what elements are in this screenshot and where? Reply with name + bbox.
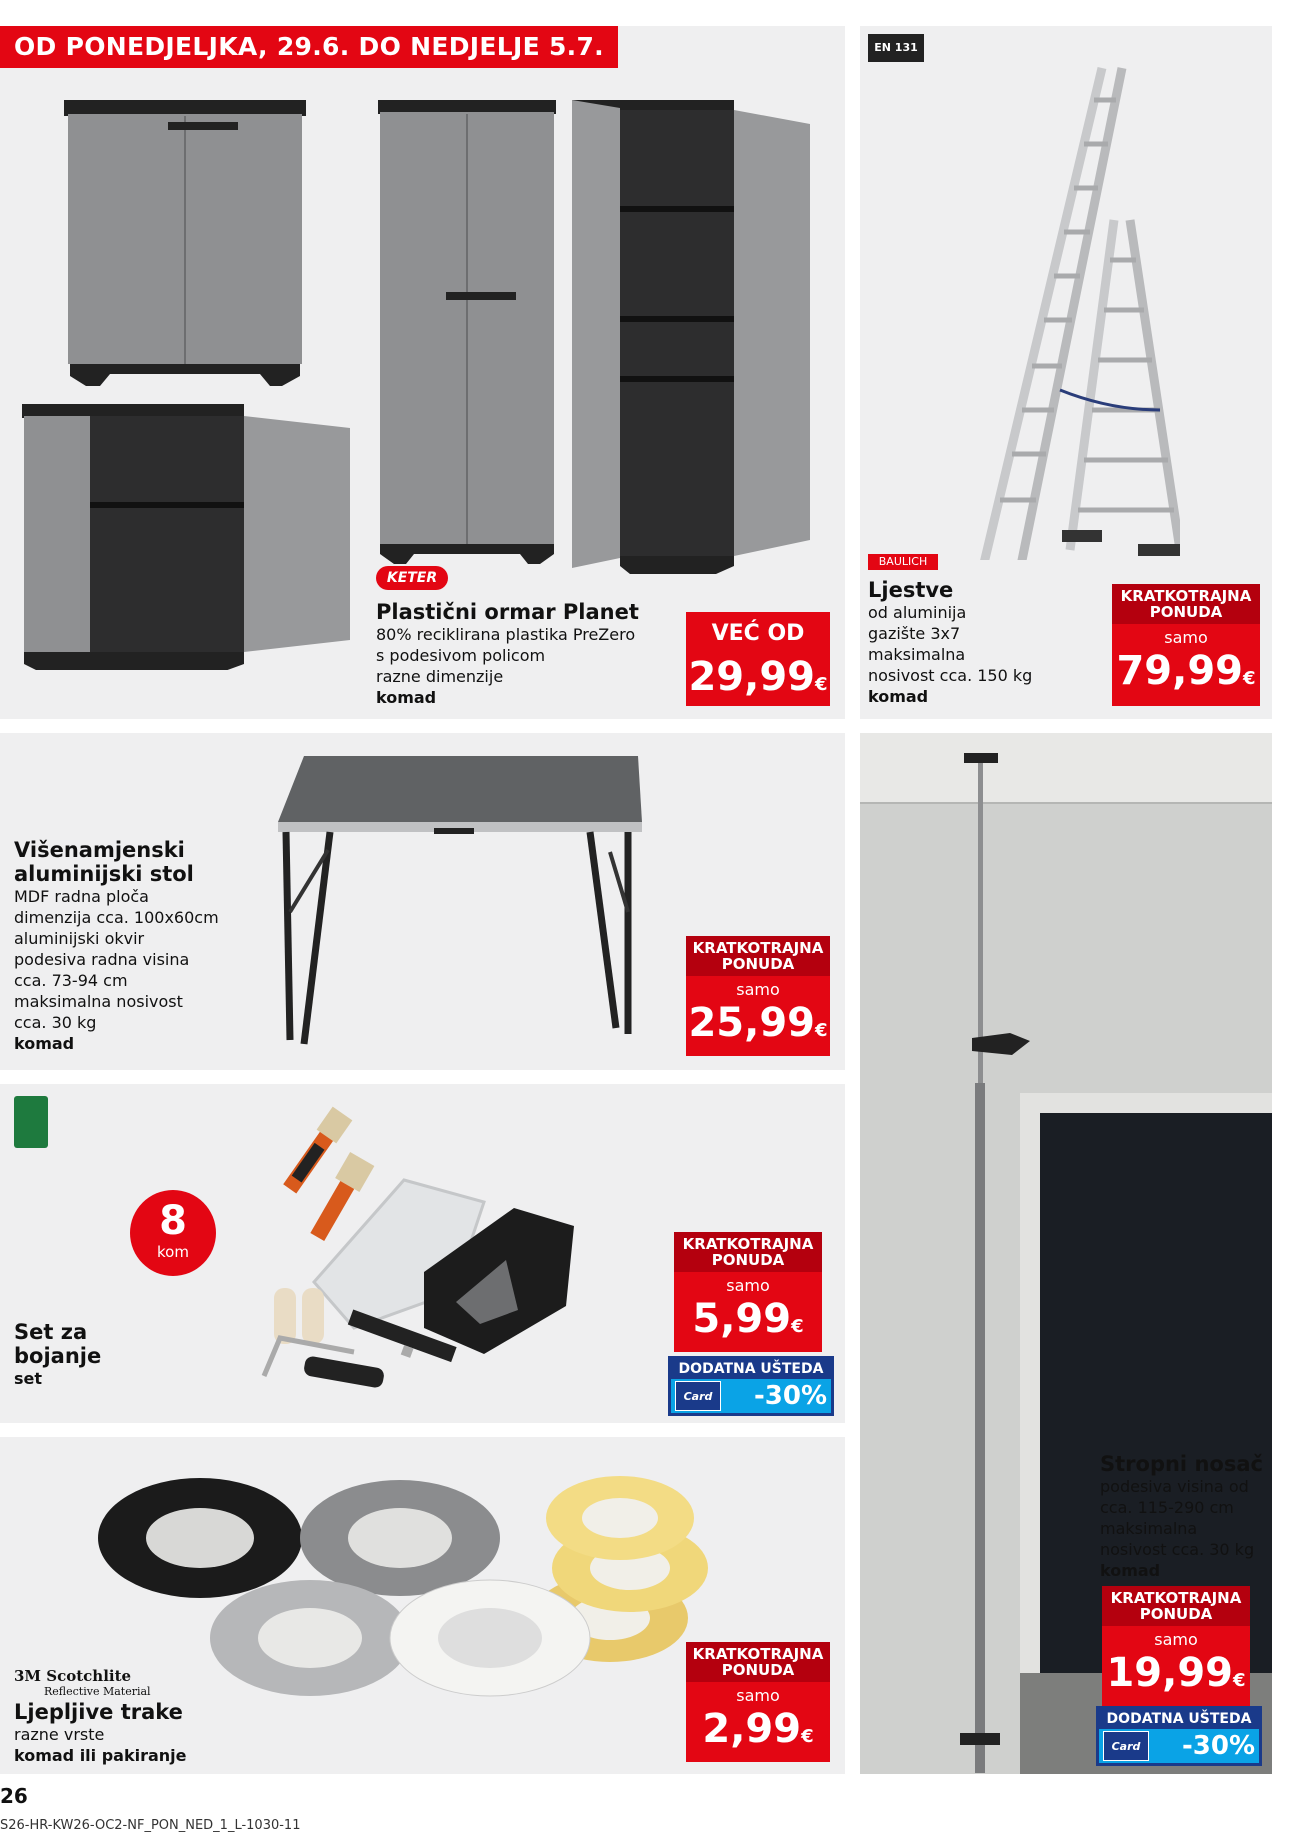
support-desc-4: nosivost cca. 30 kg bbox=[1100, 1540, 1255, 1559]
ladder-offer-label: KRATKOTRAJNA PONUDA bbox=[1112, 584, 1260, 624]
support-samo: samo bbox=[1154, 1630, 1198, 1649]
table-samo: samo bbox=[736, 980, 780, 999]
baulich-logo: BAULICH bbox=[868, 554, 938, 570]
paint-info bbox=[14, 1320, 214, 1389]
paint-extra-title: DODATNA UŠTEDA bbox=[671, 1359, 831, 1379]
tape-name: Ljepljive trake bbox=[14, 1700, 183, 1724]
paint-price: 5,99€ bbox=[692, 1296, 804, 1342]
cabinet-price-box bbox=[686, 612, 830, 706]
card-icon: Card bbox=[1103, 1731, 1149, 1761]
support-price: 19,99€ bbox=[1106, 1650, 1246, 1696]
3m-brand-sub: Reflective Material bbox=[44, 1685, 151, 1698]
cabinet-unit: komad bbox=[376, 688, 437, 707]
tape-info bbox=[14, 1700, 254, 1766]
ladder-name: Ljestve bbox=[868, 578, 954, 602]
page-number: 26 bbox=[0, 1784, 28, 1808]
support-extra-title: DODATNA UŠTEDA bbox=[1099, 1709, 1259, 1729]
fsc-logo-icon bbox=[14, 1096, 48, 1148]
cabinet-info bbox=[376, 600, 696, 708]
tape-image bbox=[90, 1458, 710, 1698]
table-price-box bbox=[686, 936, 830, 1056]
cabinet-price-label: VEĆ OD bbox=[686, 612, 830, 654]
paint-name-1: Set za bbox=[14, 1320, 88, 1344]
paint-price-box bbox=[674, 1232, 822, 1352]
support-offer-label: KRATKOTRAJNA PONUDA bbox=[1102, 1586, 1250, 1626]
paint-samo: samo bbox=[726, 1276, 770, 1295]
table-desc-3: aluminijski okvir bbox=[14, 929, 145, 948]
support-info bbox=[1100, 1452, 1270, 1581]
ladder-unit: komad bbox=[868, 687, 929, 706]
table-desc-6: maksimalna nosivost bbox=[14, 992, 183, 1011]
paint-extra-saving bbox=[668, 1356, 834, 1416]
table-desc-2: dimenzija cca. 100x60cm bbox=[14, 908, 219, 927]
table-desc-5: cca. 73-94 cm bbox=[14, 971, 128, 990]
tape-samo: samo bbox=[736, 1686, 780, 1705]
piece-count-unit: kom bbox=[157, 1243, 189, 1261]
ladder-desc-2: gazište 3x7 bbox=[868, 624, 961, 643]
ladder-desc-4: nosivost cca. 150 kg bbox=[868, 666, 1033, 685]
keter-logo: KETER bbox=[376, 566, 448, 590]
ladder-price: 79,99€ bbox=[1116, 648, 1256, 694]
tape-price-box bbox=[686, 1642, 830, 1762]
support-unit: komad bbox=[1100, 1561, 1161, 1580]
support-extra-percent: -30% bbox=[1181, 1731, 1255, 1761]
ladder-info bbox=[868, 578, 1068, 707]
table-unit: komad bbox=[14, 1034, 75, 1053]
paint-name-2: bojanje bbox=[14, 1344, 102, 1368]
table-name-1: Višenamjenski bbox=[14, 838, 185, 862]
card-icon: Card bbox=[675, 1381, 721, 1411]
piece-count-badge bbox=[130, 1190, 216, 1276]
table-desc-4: podesiva radna visina bbox=[14, 950, 190, 969]
paint-offer-label: KRATKOTRAJNA PONUDA bbox=[674, 1232, 822, 1272]
table-info bbox=[14, 838, 274, 1054]
table-offer-label: KRATKOTRAJNA PONUDA bbox=[686, 936, 830, 976]
ladder-samo: samo bbox=[1164, 628, 1208, 647]
piece-count-number: 8 bbox=[159, 1198, 187, 1244]
ladder-desc-1: od aluminija bbox=[868, 603, 967, 622]
table-desc-7: cca. 30 kg bbox=[14, 1013, 97, 1032]
paint-unit: set bbox=[14, 1369, 43, 1388]
date-banner: OD PONEDJELJKA, 29.6. DO NEDJELJE 5.7. bbox=[0, 26, 618, 68]
ladder-image bbox=[960, 60, 1180, 560]
paint-extra-percent: -30% bbox=[753, 1381, 827, 1411]
support-price-box bbox=[1102, 1586, 1250, 1706]
table-desc-1: MDF radna ploča bbox=[14, 887, 149, 906]
paint-set-image bbox=[244, 1092, 684, 1392]
en131-cert-icon: EN 131 bbox=[868, 34, 924, 62]
support-desc-2: cca. 115-290 cm bbox=[1100, 1498, 1234, 1517]
tape-unit: komad ili pakiranje bbox=[14, 1746, 187, 1765]
tape-desc-1: razne vrste bbox=[14, 1725, 105, 1744]
ladder-desc-3: maksimalna bbox=[868, 645, 966, 664]
support-extra-saving bbox=[1096, 1706, 1262, 1766]
table-price: 25,99€ bbox=[688, 1000, 828, 1046]
support-desc-1: podesiva visina od bbox=[1100, 1477, 1249, 1496]
table-image bbox=[270, 752, 650, 1052]
cabinet-desc-2: s podesivom policom bbox=[376, 646, 546, 665]
cabinet-name: Plastični ormar Planet bbox=[376, 600, 639, 624]
cabinet-desc-3: razne dimenzije bbox=[376, 667, 504, 686]
tape-offer-label: KRATKOTRAJNA PONUDA bbox=[686, 1642, 830, 1682]
support-name: Stropni nosač bbox=[1100, 1452, 1263, 1476]
tape-price: 2,99€ bbox=[702, 1706, 814, 1752]
cabinet-price: 29,99€ bbox=[688, 654, 828, 700]
support-desc-3: maksimalna bbox=[1100, 1519, 1198, 1538]
print-code: S26-HR-KW26-OC2-NF_PON_NED_1_L-1030-11 bbox=[0, 1818, 301, 1833]
ladder-price-box bbox=[1112, 584, 1260, 706]
3m-brand: 3M Scotchlite bbox=[14, 1667, 132, 1685]
cabinet-desc-1: 80% reciklirana plastika PreZero bbox=[376, 625, 636, 644]
table-name-2: aluminijski stol bbox=[14, 862, 194, 886]
3m-scotchlite-logo bbox=[14, 1668, 214, 1698]
